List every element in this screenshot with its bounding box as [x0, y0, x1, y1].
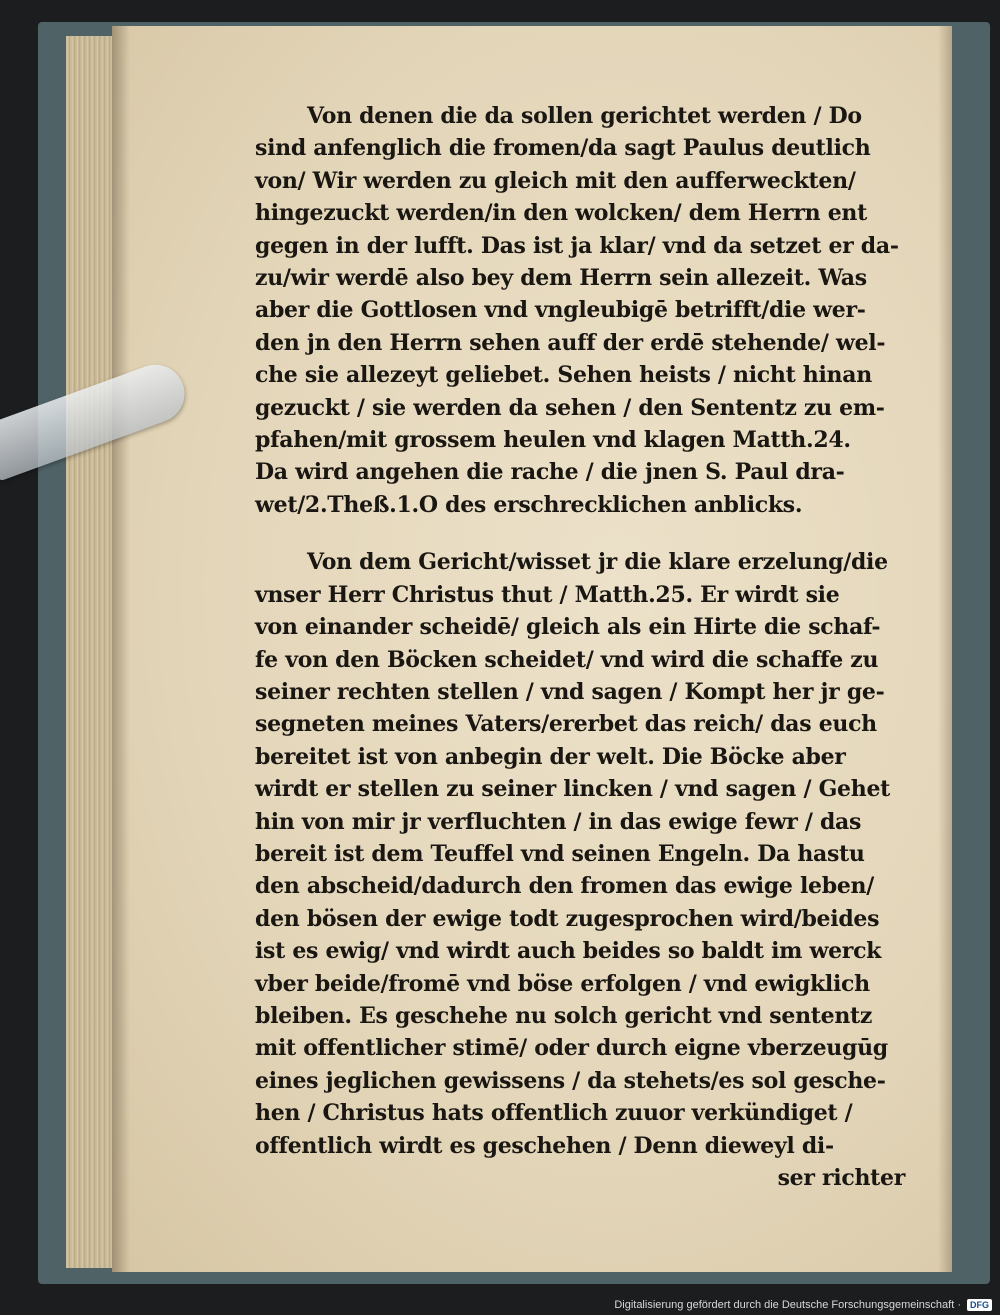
footer-credit: Digitalisierung gefördert durch die Deutsche Forschungsgemeinschaft ·	[614, 1299, 961, 1311]
text-line: hingezuckt werden/in den wolcken/ dem Herrn ent	[255, 200, 867, 227]
text-line: vnser Herr Christus thut / Matth.25. Er wirdt sie	[255, 581, 840, 608]
text-line: bereitet ist von anbegin der welt. Die Böcke aber	[255, 743, 846, 770]
text-line: Da wird angehen die rache / die jnen S. Paul dra-	[255, 459, 845, 486]
text-line: gezuckt / sie werden da sehen / den Sententz zu em-	[255, 394, 885, 421]
text-line: che sie allezeyt geliebet. Sehen heists / nicht hinan	[255, 362, 872, 389]
text-line: wet/2.Theß.1.O des erschrecklichen anblicks.	[255, 491, 803, 518]
text-line: seiner rechten stellen / vnd sagen / Kompt her jr ge-	[255, 678, 885, 705]
text-line: Von denen die da sollen gerichtet werden / Do	[307, 103, 862, 129]
text-line: hen / Christus hats offentlich zuuor verkündiget /	[255, 1100, 853, 1127]
text-line: Von dem Gericht/wisset jr die klare erzelung/die	[307, 549, 888, 576]
text-line: von einander scheidē/ gleich als ein Hirte die schaf-	[255, 614, 881, 641]
page-text	[255, 100, 905, 1194]
paragraph-2	[255, 546, 905, 1162]
text-line: offentlich wirdt es geschehen / Denn dieweyl di-	[255, 1132, 834, 1159]
text-line: eines jeglichen gewissens / da stehets/es sol gesche-	[255, 1067, 886, 1094]
text-line: den jn den Herrn sehen auff der erdē stehende/ wel-	[255, 329, 886, 356]
text-line: den bösen der ewige todt zugesprochen wird/beides	[255, 905, 880, 932]
catchword: ser richter	[777, 1165, 905, 1191]
text-line: mit offentlicher stimē/ oder durch eigne vberzeugūg	[255, 1035, 888, 1062]
text-line: ist es ewig/ vnd wirdt auch beides so baldt im werck	[255, 938, 882, 965]
dfg-logo-icon: DFG	[967, 1299, 992, 1311]
text-line: fe von den Böcken scheidet/ vnd wird die schaffe zu	[255, 646, 879, 673]
text-line: wirdt er stellen zu seiner lincken / vnd sagen / Gehet	[255, 776, 891, 803]
text-line: von/ Wir werden zu gleich mit den aufferweckten/	[255, 167, 856, 194]
paragraph-1	[255, 100, 905, 521]
text-line: bleiben. Es geschehe nu solch gericht vnd sententz	[255, 1002, 873, 1029]
text-line: den abscheid/dadurch den fromen das ewige leben/	[255, 873, 874, 900]
text-line: sind anfenglich die fromen/da sagt Paulus deutlich	[255, 135, 871, 162]
page-gutter-shadow	[112, 26, 130, 1272]
text-line: bereit ist dem Teuffel vnd seinen Engeln. Da hastu	[255, 840, 865, 867]
text-line: vber beide/fromē vnd böse erfolgen / vnd ewigklich	[255, 970, 870, 997]
text-line: aber die Gottlosen vnd vngleubigē betrifft/die wer-	[255, 297, 866, 324]
text-line: zu/wir werdē also bey dem Herrn sein allezeit. Was	[255, 265, 867, 292]
text-line: pfahen/mit grossem heulen vnd klagen Matth.24.	[255, 427, 851, 454]
text-line: gegen in der lufft. Das ist ja klar/ vnd da setzet er da-	[255, 232, 899, 259]
digitization-footer	[614, 1299, 992, 1311]
text-line: hin von mir jr verfluchten / in das ewige fewr / das	[255, 808, 862, 835]
text-line: segneten meines Vaters/ererbet das reich/ das euch	[255, 711, 877, 738]
